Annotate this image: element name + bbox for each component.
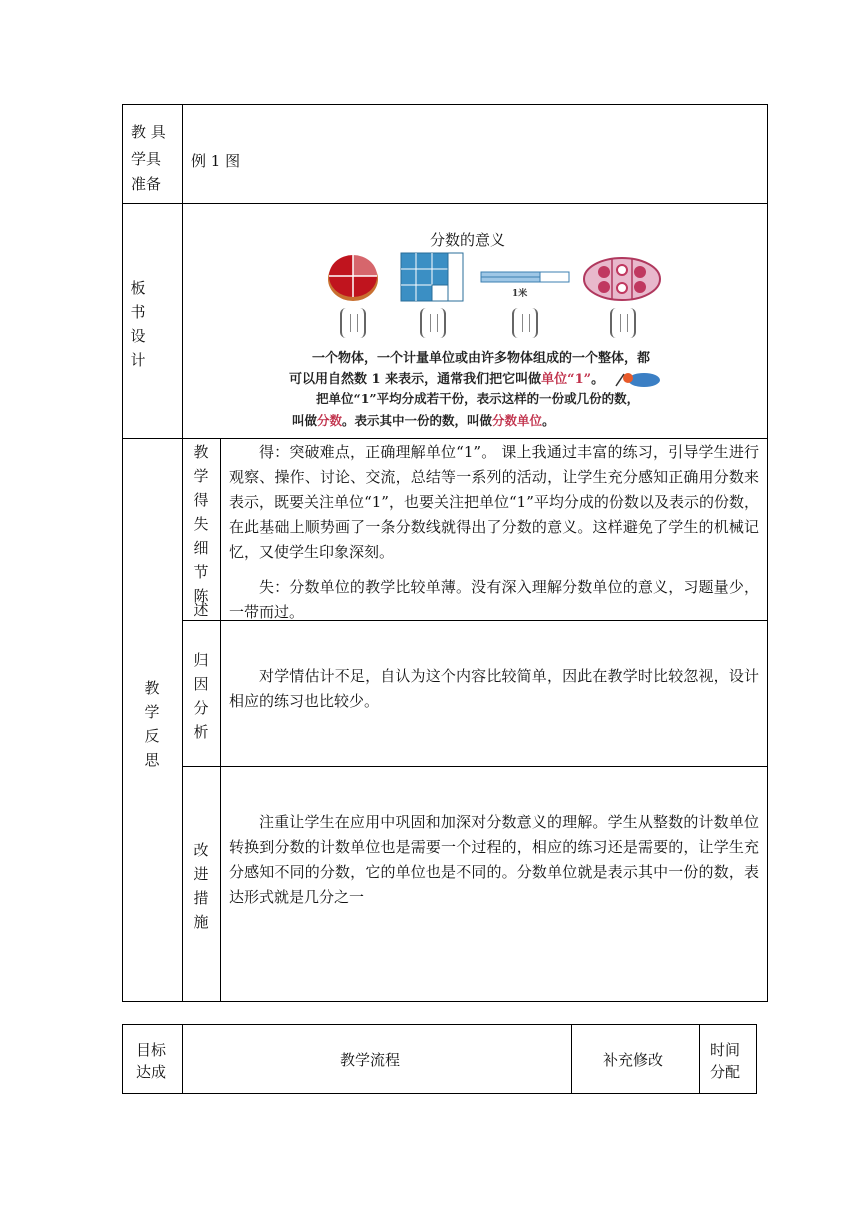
board-line-2-suffix: 。 — [591, 372, 605, 387]
gl-char-5: 细 — [193, 539, 209, 557]
improvement-paragraph: 注重让学生在应用中巩固和加深对分数意义的理解。学生从整数的计数单位转换到分数的计数单位也是需要一个过程的，相应的练习还是需要的，让学生充分感知不同的分数，它的单位也是不同的。分数单位就是表示其中一份的数，表达形式就是几分之一 — [229, 813, 759, 906]
gl-char-6: 节 — [193, 563, 209, 581]
reflect-label-char-2: 学 — [144, 703, 160, 721]
board-label-char-4: 计 — [130, 351, 146, 369]
gl-char-8: 述 — [193, 601, 209, 619]
imp-char-1: 改 — [193, 841, 209, 859]
supplement-header: 补充修改 — [603, 1051, 664, 1069]
attr-char-2: 因 — [193, 675, 209, 693]
brace-4 — [610, 308, 636, 338]
prep-content: 例 1 图 — [191, 152, 241, 170]
board-line-4 — [292, 411, 555, 429]
pizza-circle-icon — [326, 252, 380, 302]
board-label-char-3: 设 — [130, 327, 146, 345]
prep-label-line-1: 教 具 — [131, 123, 166, 141]
gl-char-4: 失 — [193, 515, 209, 533]
brace-1 — [340, 308, 366, 338]
time-header-line-1: 时间 — [710, 1041, 741, 1059]
reflect-label-char-1: 教 — [144, 679, 160, 697]
gl-char-1: 教 — [193, 443, 209, 461]
prep-label-line-3: 准备 — [131, 175, 162, 193]
board-line-4-mid: 。表示其中一份的数，叫做 — [342, 413, 493, 428]
board-title: 分数的意义 — [430, 231, 506, 249]
reflect-label-char-4: 思 — [144, 751, 160, 769]
meter-label: 1米 — [512, 289, 528, 299]
oval-group-icon — [582, 256, 662, 302]
goal-header-line-2: 达成 — [136, 1063, 167, 1081]
board-line-4-suffix: 。 — [542, 413, 555, 428]
reflect-label-char-3: 反 — [144, 727, 160, 745]
meter-bar-icon — [480, 268, 570, 288]
board-line-2-prefix: 可以用自然数 1 来表示，通常我们把它叫做 — [289, 372, 542, 387]
attribution-paragraph: 对学情估计不足，自认为这个内容比较简单，因此在教学时比较忽视，设计相应的练习也比较少。 — [229, 667, 759, 710]
unit-one-highlight: 单位“1” — [541, 372, 592, 387]
cartoon-mascot-icon — [614, 370, 662, 388]
imp-char-4: 施 — [193, 913, 209, 931]
brace-2 — [420, 308, 446, 338]
attr-char-1: 归 — [193, 651, 209, 669]
time-header-line-2: 分配 — [710, 1063, 741, 1081]
gl-char-7: 陈 — [193, 587, 209, 605]
goal-header-line-1: 目标 — [136, 1041, 167, 1059]
board-label-char-2: 书 — [130, 303, 146, 321]
process-header: 教学流程 — [340, 1051, 401, 1069]
blue-grid-icon — [400, 252, 464, 302]
attr-char-4: 析 — [193, 723, 209, 741]
fraction-unit-highlight: 分数单位 — [492, 413, 543, 428]
attr-char-3: 分 — [193, 699, 209, 717]
fraction-highlight: 分数 — [317, 413, 343, 428]
board-line-4-prefix: 叫做 — [292, 413, 318, 428]
gl-char-2: 学 — [193, 467, 209, 485]
losses-paragraph: 失：分数单位的教学比较单薄。没有深入理解分数单位的意义，习题量少，一带而过。 — [229, 578, 759, 621]
board-line-3: 把单位“1”平均分成若干份，表示这样的一份或几份的数， — [316, 391, 640, 406]
prep-label-line-2: 学具 — [131, 150, 162, 168]
imp-char-3: 措 — [193, 889, 209, 907]
imp-char-2: 进 — [193, 865, 209, 883]
board-line-1: 一个物体，一个计量单位或由许多物体组成的一个整体，都 — [312, 351, 651, 366]
board-line-2 — [289, 368, 604, 387]
gl-char-3: 得 — [193, 491, 209, 509]
board-label-char-1: 板 — [130, 279, 146, 297]
brace-3 — [512, 308, 538, 338]
gains-paragraph: 得：突破难点，正确理解单位“1”。 课上我通过丰富的练习，引导学生进行观察、操作、讨论、交流，总结等一系列的活动，让学生充分感知正确用分数来表示，既要关注单位“1”，也要关注把单位“1”平均分成的份数以及表示的份数，在此基础上顺势画了一条分数线就得出了分数的意义。这样避免了学生的机械记忆，又使学生印象深刻。 — [229, 443, 759, 561]
